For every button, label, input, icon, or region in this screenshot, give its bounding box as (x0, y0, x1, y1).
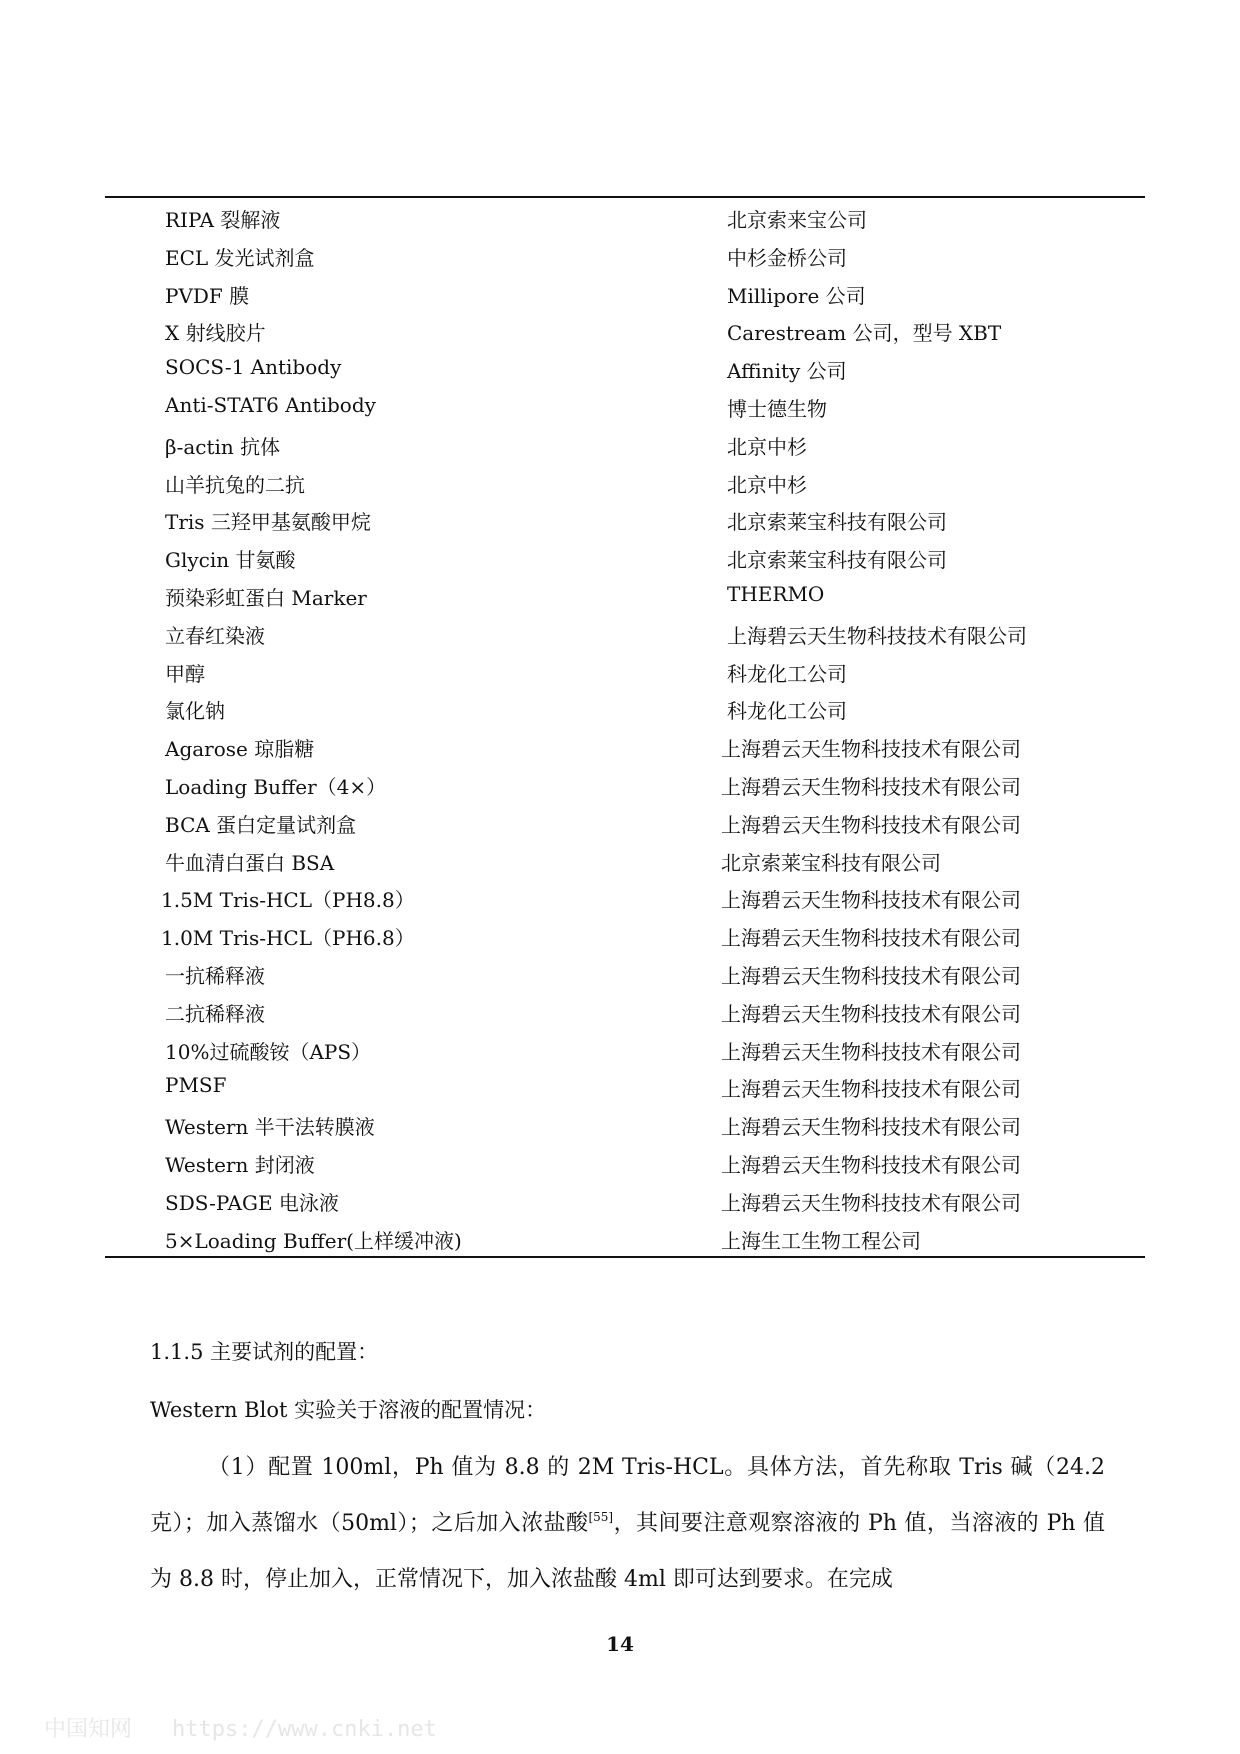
page-number: 14 (606, 1632, 634, 1656)
reagent-name: SDS-PAGE 电泳液 (165, 1190, 339, 1215)
reagent-name: Agarose 琼脂糖 (165, 737, 315, 762)
reagent-name: 10%过硫酸铵（APS） (165, 1039, 372, 1064)
reagent-name: PVDF 膜 (165, 283, 250, 308)
watermark-url: https://www.cnki.net (172, 1717, 437, 1742)
reagent-vendor: 北京中杉 (727, 434, 807, 459)
reagent-vendor: 北京索莱宝科技有限公司 (727, 548, 947, 573)
reagent-name: Anti-STAT6 Antibody (165, 392, 376, 417)
table-row (105, 538, 1145, 576)
table-row (105, 500, 1145, 538)
reagent-vendor: 上海碧云天生物科技技术有限公司 (721, 1039, 1021, 1064)
table-row (105, 878, 1145, 916)
table-row (105, 576, 1145, 614)
reagent-name: X 射线胶片 (165, 321, 266, 346)
reagent-vendor: 科龙化工公司 (727, 699, 847, 724)
reagent-name: Loading Buffer（4×） (165, 774, 387, 799)
reagent-vendor: 上海碧云天生物科技技术有限公司 (721, 774, 1021, 799)
reagent-vendor: 北京索莱宝科技有限公司 (727, 510, 947, 535)
table-row (105, 1067, 1145, 1105)
reagent-name: 牛血清白蛋白 BSA (165, 850, 335, 875)
reagent-name: 1.0M Tris-HCL（PH6.8） (161, 926, 415, 951)
reagent-vendor: 上海生工生物工程公司 (721, 1228, 921, 1253)
reagent-vendor: 上海碧云天生物科技技术有限公司 (721, 926, 1021, 951)
cnki-watermark (44, 1712, 477, 1743)
table-row (105, 311, 1145, 349)
reagent-vendor: 上海碧云天生物科技技术有限公司 (721, 963, 1021, 988)
table-row (105, 274, 1145, 312)
reagent-vendor: Millipore 公司 (727, 283, 866, 308)
table-row (105, 425, 1145, 463)
reagent-vendor: 上海碧云天生物科技技术有限公司 (721, 1077, 1021, 1102)
reagent-vendor: 北京索莱宝科技有限公司 (721, 850, 941, 875)
reagent-name: Western 封闭液 (165, 1152, 315, 1177)
table-row (105, 198, 1145, 236)
reagent-name: ECL 发光试剂盒 (165, 245, 315, 270)
reagent-name: Western 半干法转膜液 (165, 1115, 375, 1140)
reagent-vendor: 上海碧云天生物科技技术有限公司 (721, 737, 1021, 762)
body-paragraph (150, 1440, 1105, 1608)
table-row (105, 463, 1145, 501)
table-row (105, 954, 1145, 992)
reagent-vendor: THERMO (727, 581, 825, 606)
table-row (105, 1181, 1145, 1219)
table-row (105, 841, 1145, 879)
table-row (105, 1105, 1145, 1143)
paragraph-text-part2: ，其间要注意观察溶液的 Ph 值，当溶液的 Ph 值为 8.8 时，停止加入，正常情况下，加入浓盐酸 4ml 即可达到要求。在完成 (150, 1511, 1105, 1592)
reagent-vendor: 上海碧云天生物科技技术有限公司 (727, 623, 1027, 648)
reagent-name: Glycin 甘氨酸 (165, 548, 296, 573)
subheading: Western Blot 实验关于溶液的配置情况： (150, 1398, 547, 1422)
reagent-vendor: Carestream 公司，型号 XBT (727, 321, 1002, 346)
reagent-name: SOCS-1 Antibody (165, 355, 342, 380)
reagent-vendor: 上海碧云天生物科技技术有限公司 (721, 888, 1021, 913)
reagent-vendor: 上海碧云天生物科技技术有限公司 (721, 1152, 1021, 1177)
table-row (105, 1219, 1145, 1257)
table-row (105, 765, 1145, 803)
citation-reference[interactable]: [55] (588, 1510, 614, 1524)
table-row (105, 689, 1145, 727)
reagent-name: 预染彩虹蛋白 Marker (165, 585, 367, 610)
reagent-name: β-actin 抗体 (165, 434, 281, 459)
reagent-vendor: 上海碧云天生物科技技术有限公司 (721, 1001, 1021, 1026)
reagent-name: PMSF (165, 1073, 227, 1098)
table-row (105, 236, 1145, 274)
reagent-vendor: 北京中杉 (727, 472, 807, 497)
table-row (105, 614, 1145, 652)
reagent-name: Tris 三羟甲基氨酸甲烷 (165, 510, 371, 535)
reagent-name: 氯化钠 (165, 699, 225, 724)
reagent-vendor: 中杉金桥公司 (727, 245, 847, 270)
reagent-vendor: 上海碧云天生物科技技术有限公司 (721, 812, 1021, 837)
reagent-vendor: 北京索来宝公司 (727, 208, 867, 232)
table-row (105, 652, 1145, 690)
reagent-name: BCA 蛋白定量试剂盒 (165, 812, 357, 837)
reagent-name: 甲醇 (165, 661, 205, 686)
table-row (105, 992, 1145, 1030)
table-row (105, 727, 1145, 765)
table-row (105, 803, 1145, 841)
reagent-vendor: 上海碧云天生物科技技术有限公司 (721, 1190, 1021, 1215)
reagent-name: 二抗稀释液 (165, 1001, 265, 1026)
watermark-name: 中国知网 (44, 1717, 133, 1742)
reagent-vendor: Affinity 公司 (727, 359, 847, 384)
reagent-vendor: 科龙化工公司 (727, 661, 847, 686)
paragraph-text-part1: （1）配置 100ml，Ph 值为 8.8 的 2M Tris-HCL。具体方法，首先称取 Tris 碱（24.2 克）；加入蒸馏水（50ml）；之后加入浓盐酸 (150, 1455, 1105, 1536)
table-row (105, 1030, 1145, 1068)
table-row (105, 349, 1145, 387)
table-row (105, 1143, 1145, 1181)
table-row (105, 916, 1145, 954)
reagent-name: 一抗稀释液 (165, 963, 265, 988)
reagent-name: 山羊抗兔的二抗 (165, 472, 305, 497)
reagent-vendor: 博士德生物 (727, 396, 827, 421)
reagent-vendor: 上海碧云天生物科技技术有限公司 (721, 1115, 1021, 1140)
section-heading: 1.1.5 主要试剂的配置： (150, 1340, 379, 1364)
reagent-name: RIPA 裂解液 (165, 208, 281, 232)
reagent-name: 立春红染液 (165, 623, 265, 648)
table-row (105, 387, 1145, 425)
reagent-table (105, 196, 1145, 1258)
reagent-name: 1.5M Tris-HCL（PH8.8） (161, 888, 415, 913)
reagent-name: 5×Loading Buffer(上样缓冲液) (165, 1228, 462, 1253)
